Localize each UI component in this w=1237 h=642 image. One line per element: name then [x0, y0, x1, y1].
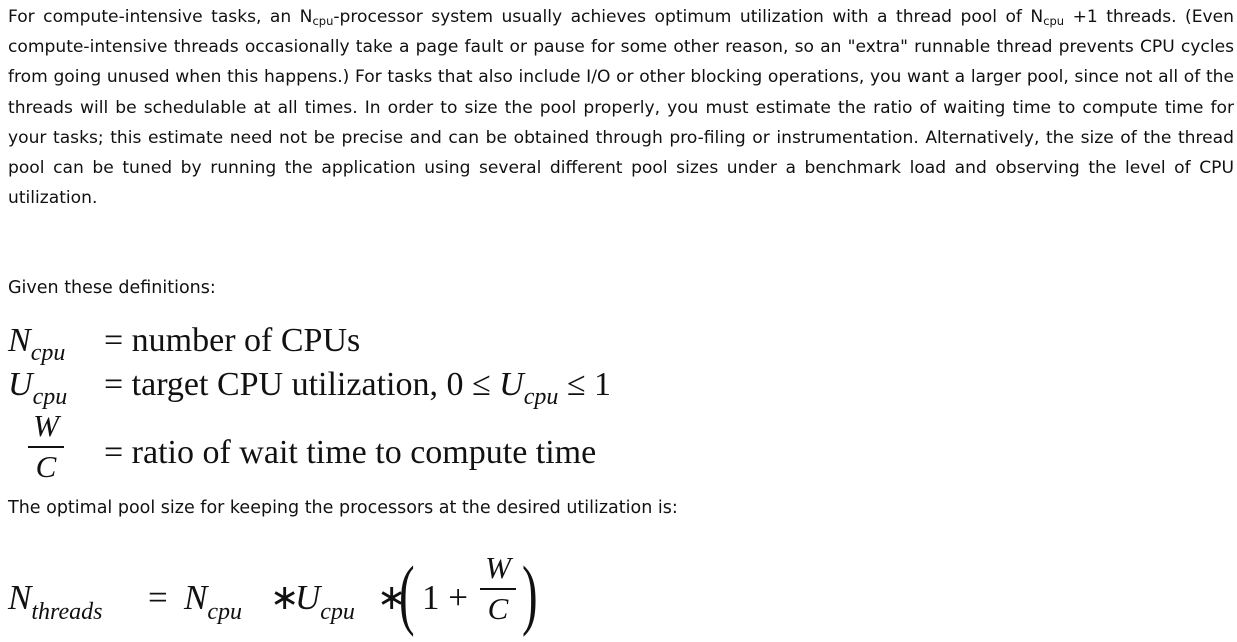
- definition-wait-ratio: [8, 410, 708, 496]
- pool-size-formula: [8, 552, 568, 640]
- wait-compute-fraction: [28, 410, 64, 483]
- ncpu-definition-text: = number of CPUs: [104, 322, 361, 359]
- fraction-numerator: W: [33, 408, 59, 443]
- formula-ncpu: $N_{cpu}$: [184, 578, 243, 625]
- formula-one-plus: 1 +: [422, 578, 468, 617]
- formula-fraction-numerator: W: [485, 550, 511, 585]
- formula-fraction: [480, 552, 516, 625]
- ucpu-definition-text: = target CPU utilization, $0 \le U_{cpu} \le 1$: [104, 366, 612, 410]
- definitions-intro: Given these definitions:: [8, 278, 216, 298]
- fraction-bar: [28, 446, 64, 448]
- formula-open-paren: (: [399, 550, 415, 637]
- formula-fraction-bar: [480, 588, 516, 590]
- intro-paragraph: For compute-intensive tasks, an $N_{cpu}$-processor system usually achieves optimum utilization with a thread pool of $N_{cpu} +1$ threads. (Even compute-intensive threads occasionally take a page fault or pause for some other reason, so an "extra" runnable thread prevents CPU cycles from going unused when this happens.) For tasks that also include I/O or other blocking operations, you want a larger pool, since not all of the threads will be schedulable at all times. In order to size the pool properly, you must estimate the ratio of waiting time to compute time for your tasks; this estimate need not be precise and can be obtained through pro-filing or instrumentation. Alternatively, the size of the thread pool can be tuned by running the application using several different pool sizes under a benchmark load and observing the level of CPU utilization.: [8, 7, 1234, 209]
- fraction-denominator: C: [35, 448, 57, 484]
- formula-times-2: ∗: [377, 578, 407, 617]
- formula-times-1: ∗: [270, 578, 300, 617]
- formula-lhs: $N_{threads}$: [8, 578, 103, 625]
- formula-close-paren: ): [522, 550, 538, 637]
- formula-equals: =: [148, 578, 168, 617]
- wait-ratio-definition-text: = ratio of wait time to compute time: [104, 434, 597, 471]
- ucpu-symbol: $U_{cpu}$: [8, 366, 68, 410]
- formula-ucpu: $U_{cpu}$: [295, 578, 355, 625]
- optimal-intro: The optimal pool size for keeping the processors at the desired utilization is:: [8, 498, 678, 518]
- formula-fraction-denominator: C: [487, 590, 509, 626]
- ncpu-symbol: $N_{cpu}$: [8, 322, 66, 366]
